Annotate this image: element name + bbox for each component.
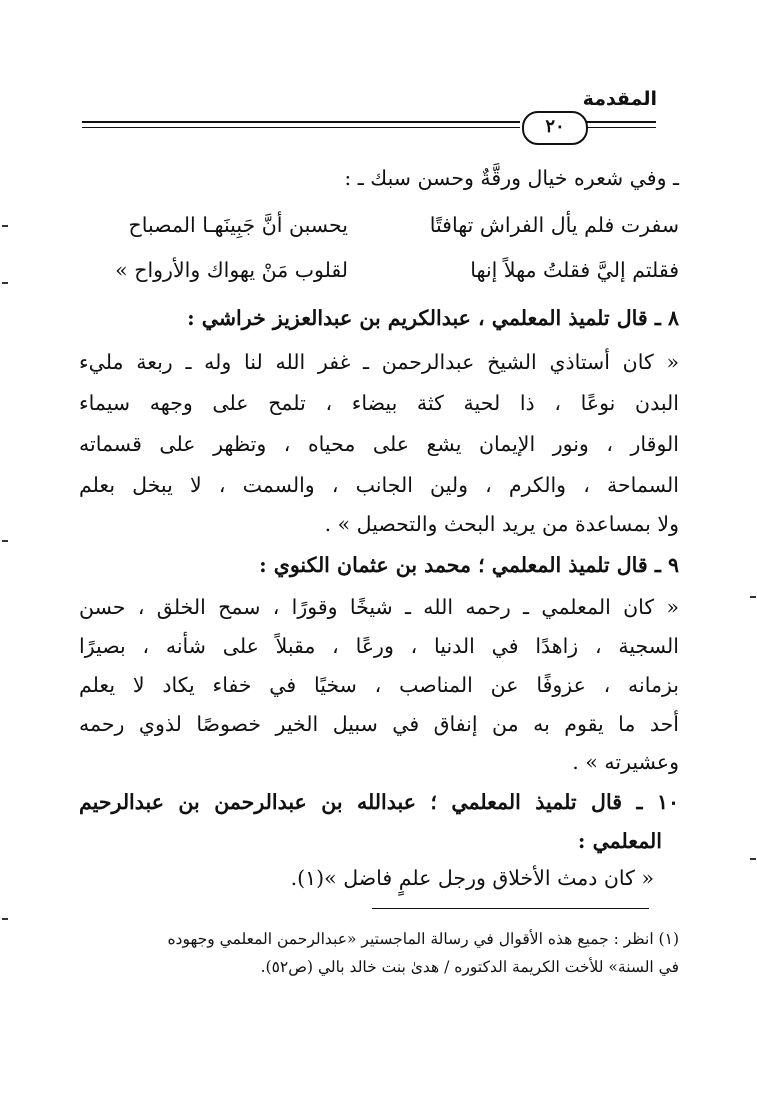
item-10-quote: « كان دمث الأخلاق ورجل علمٍ فاضل »(١). xyxy=(290,866,654,890)
footnote-separator xyxy=(372,908,649,909)
item-9-line-1: « كان المعلمي ـ رحمه الله ـ شيخًا وقورًا ، سمح الخلق ، حسن xyxy=(79,595,679,619)
intro-line: ـ وفي شعره خيال ورقَّةٌ وحسن سبك ـ : xyxy=(344,166,679,190)
item-9-heading: ٩ ـ قال تلميذ المعلمي ؛ محمد بن عثمان الكنوي : xyxy=(259,553,679,577)
item-10-heading-line-2: المعلمي : xyxy=(577,829,662,853)
item-8-line-2: البدن نوعًا ، ذا لحية كثة بيضاء ، تلمح على وجهه سيماء xyxy=(79,391,679,415)
margin-speck xyxy=(2,918,8,920)
page-number: ٢٠ xyxy=(522,111,588,145)
margin-speck xyxy=(2,540,8,542)
header-rule-left-bottom xyxy=(82,127,520,128)
verse-2-first-hemistich: فقلتم إليَّ فقلتُ مهلاً إنها xyxy=(470,258,679,282)
header-rule-right-top xyxy=(586,121,656,123)
verse-1-first-hemistich: سفرت فلم يأل الفراش تهافتًا xyxy=(429,213,679,237)
verse-2-second-hemistich: لقلوب مَنْ يهواك والأرواح » xyxy=(115,258,348,282)
header-rule-right-bottom xyxy=(586,127,656,128)
item-8-line-1: « كان أستاذي الشيخ عبدالرحمن ـ غفر الله لنا وله ـ ربعة مليء xyxy=(79,350,679,374)
margin-speck xyxy=(2,282,8,284)
margin-speck xyxy=(2,225,8,227)
item-9-line-3: بزمانه ، عزوفًا عن المناصب ، سخيًا في خفاء يكاد لا يعلم xyxy=(79,673,679,697)
item-8-line-4: السماحة ، والكرم ، ولين الجانب ، والسمت ، لا يبخل بعلم xyxy=(79,473,679,497)
footnote-line-2: في السنة» للأخت الكريمة الدكتوره / هدىٰ بنت خالد بالي (ص٥٢). xyxy=(260,958,679,976)
item-8-heading: ٨ ـ قال تلميذ المعلمي ، عبدالكريم بن عبدالعزيز خراشي : xyxy=(187,306,679,330)
header-rule-left-top xyxy=(82,121,520,123)
item-8-line-3: الوقار ، ونور الإيمان يشع على محياه ، وتظهر على قسماته xyxy=(79,432,679,456)
item-8-line-5: ولا بمساعدة من يريد البحث والتحصيل » . xyxy=(324,512,679,536)
item-9-line-5: وعشيرته » . xyxy=(572,750,679,774)
footnote-line-1: (١) انظر : جميع هذه الأقوال في رسالة الماجستير «عبدالرحمن المعلمي وجهوده xyxy=(167,930,679,948)
item-9-line-4: أحد ما يقوم به من إنفاق في سبيل الخير خصوصًا لذوي رحمه xyxy=(79,712,679,736)
margin-speck xyxy=(750,596,756,598)
running-title: المقدمة xyxy=(582,88,657,110)
verse-1-second-hemistich: يحسبن أنَّ جَبِينَهـا المصباح xyxy=(128,213,348,237)
margin-speck xyxy=(750,858,756,860)
item-9-line-2: السجية ، زاهدًا في الدنيا ، ورعًا ، مقبلاً على شأنه ، بصيرًا xyxy=(79,634,679,658)
item-10-heading-line-1: ١٠ ـ قال تلميذ المعلمي ؛ عبدالله بن عبدالرحمن بن عبدالرحيم xyxy=(79,790,679,814)
